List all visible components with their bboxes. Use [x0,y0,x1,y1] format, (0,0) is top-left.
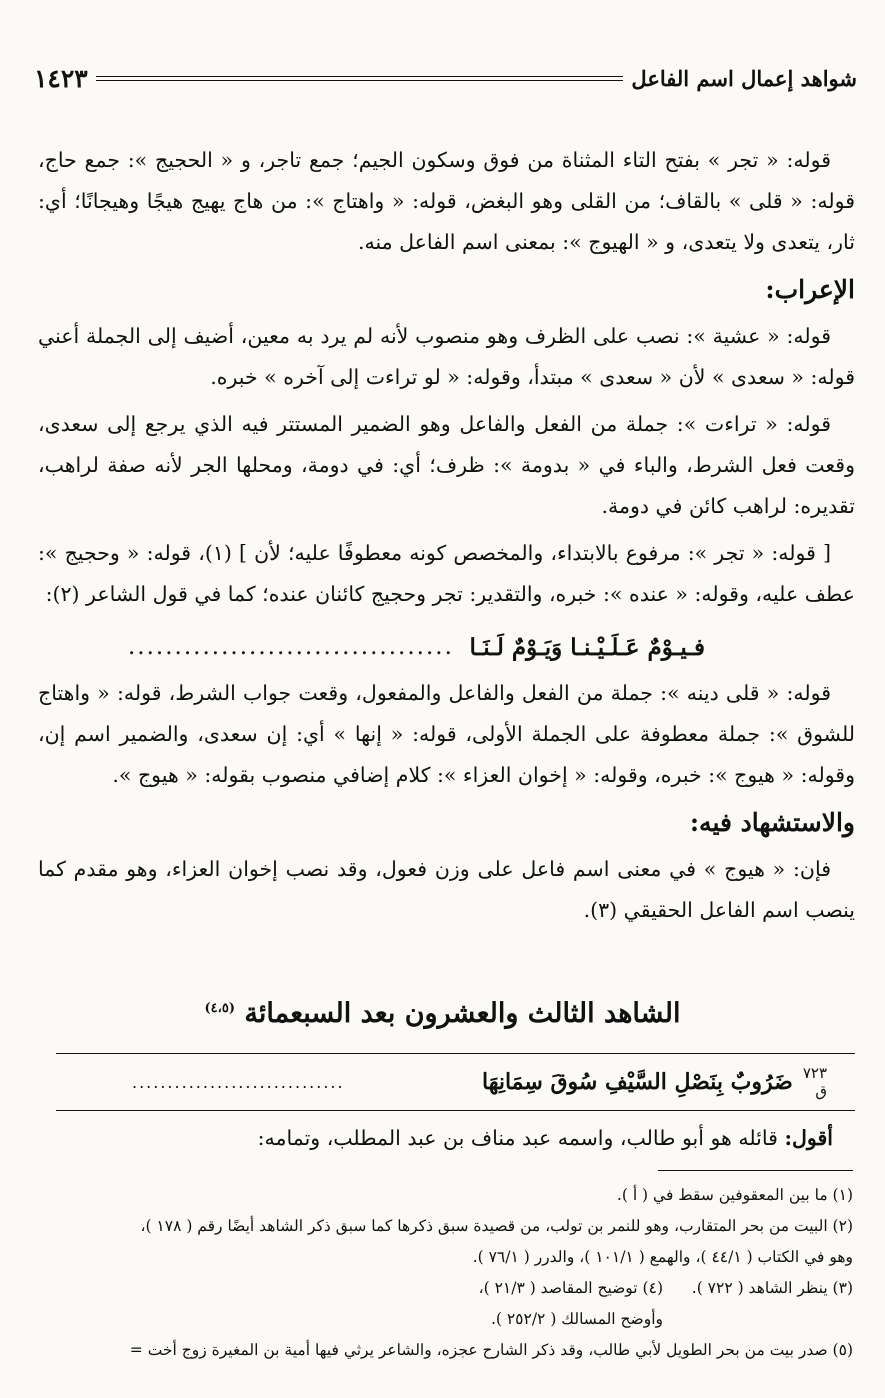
shahid-verse-box [56,1053,855,1111]
footnotes [28,1180,853,1366]
footnote-row-3-4 [28,1273,853,1335]
footnote-2b: وهو في الكتاب ( ٤٤/١ )، والهمع ( ١٠١/١ )، والدرر ( ٧٦/١ ). [472,1248,853,1266]
aqul-line [38,1118,855,1158]
header-rule [96,76,624,81]
footnote-5: (٥) صدر بيت من بحر الطويل لأبي طالب، وقد ذكر الشارح عجزه، والشاعر يرثي فيها أمية بن المغيرة زوج أخت = [129,1341,853,1359]
section-title [0,998,885,1029]
running-header [34,58,857,98]
page-number: ١٤٢٣ [34,63,88,93]
paragraph-tajr: [ قوله: « تجر »: مرفوع بالابتداء، والمخصص كونه معطوفًا عليه؛ لأن ] (١)، قوله: « وحجيج »: عطف عليه، وقوله: « عنده »: خبره، والتقدير: تجر وحجيج كائنان عنده؛ كما في قول الشاعر (٢): [38,541,855,606]
main-text [38,140,855,937]
section-title-refs: (٤،٥) [204,1001,235,1016]
heading-irab: الإعراب: [765,275,855,304]
shahid-number: ٧٢٣ ق [802,1064,827,1100]
verse-dots: ................................... [128,633,454,660]
aqul-text: قائله هو أبو طالب، واسمه عبد مناف بن عبد المطلب، وتمامه: [257,1126,778,1150]
aqul-label: أقول: [784,1126,833,1150]
footnote-3: (٣) ينظر الشاهد ( ٧٢٢ ). [691,1279,853,1297]
paragraph-qala-dinahu: قوله: « قلى دينه »: جملة من الفعل والفاعل والمفعول، وقعت جواب الشرط، قوله: « واهتاج للشوق »: جملة معطوفة على الجملة الأولى، قوله: « إنها » أي: إن سعدى، والضمير اسم إن، وقوله: « هيوج »: خبره، وقوله: « إخوان العزاء »: كلام إضافي منصوب بقوله: « هيوج ». [38,681,855,787]
heading-istishhad: والاستشهاد فيه: [689,808,855,837]
chapter-title: شواهد إعمال اسم الفاعل [631,65,857,91]
paragraph-istishhad: فإن: « هيوج » في معنى اسم فاعل على وزن فعول، وقد نصب إخوان العزاء، وهو مقدم كما ينصب اسم الفاعل الحقيقي (٣). [38,857,855,922]
verse-text: فـيـوْمٌ عَـلَـيْـنـا وَيَـوْمٌ لَـنَـا [469,633,705,661]
paragraph-vocabulary: قوله: « تجر » بفتح التاء المثناة من فوق وسكون الجيم؛ جمع تاجر، و « الحجيج »: جمع حاج، قوله: « قلى » بالقاف؛ من القلى وهو البغض، قوله: « واهتاج »: من هاج يهيج هيجًا وهيجانًا؛ أي: ثار، يتعدى ولا يتعدى، و « الهيوج »: بمعنى اسم الفاعل منه. [38,148,855,254]
quoted-verse [38,621,855,673]
section-title-text: الشاهد الثالث والعشرون بعد السبعمائة [244,998,681,1029]
paragraph-ashiyya: قوله: « عشية »: نصب على الظرف وهو منصوب لأنه لم يرد به معين، أضيف إلى الجملة أعني قوله: « سعدى » لأن « سعدى » مبتدأ، وقوله: « لو تراءت إلى آخره » خبره. [38,324,855,389]
footnote-rule [658,1170,853,1171]
footnote-1: (١) ما بين المعقوفين سقط في ( أ ). [616,1186,853,1204]
shahid-verse: ضَرُوبٌ بِنَصْلِ السَّيْفِ سُوقَ سِمَانِهَا [481,1069,793,1095]
footnote-4: (٤) توضيح المقاصد ( ٢١/٣ )، وأوضح المسالك ( ٢٥٢/٢ ). [478,1279,663,1328]
shahid-marker: ق [815,1082,827,1100]
footnote-2a: (٢) البيت من بحر المتقارب، وهو للنمر بن تولب، من قصيدة سبق ذكرها كما سبق ذكر الشاهد أيضًا رقم ( ١٧٨ )، [140,1217,853,1235]
paragraph-taraat: قوله: « تراءت »: جملة من الفعل والفاعل وهو الضمير المستتر فيه الذي يرجع إلى سعدى، وقعت فعل الشرط، والباء في « بدومة »: ظرف؛ أي: في دومة، ومحلها الجر لأنه صفة لراهب، تقديره: لراهب كائن في دومة. [38,412,855,518]
shahid-dots: .............................. [132,1072,345,1092]
